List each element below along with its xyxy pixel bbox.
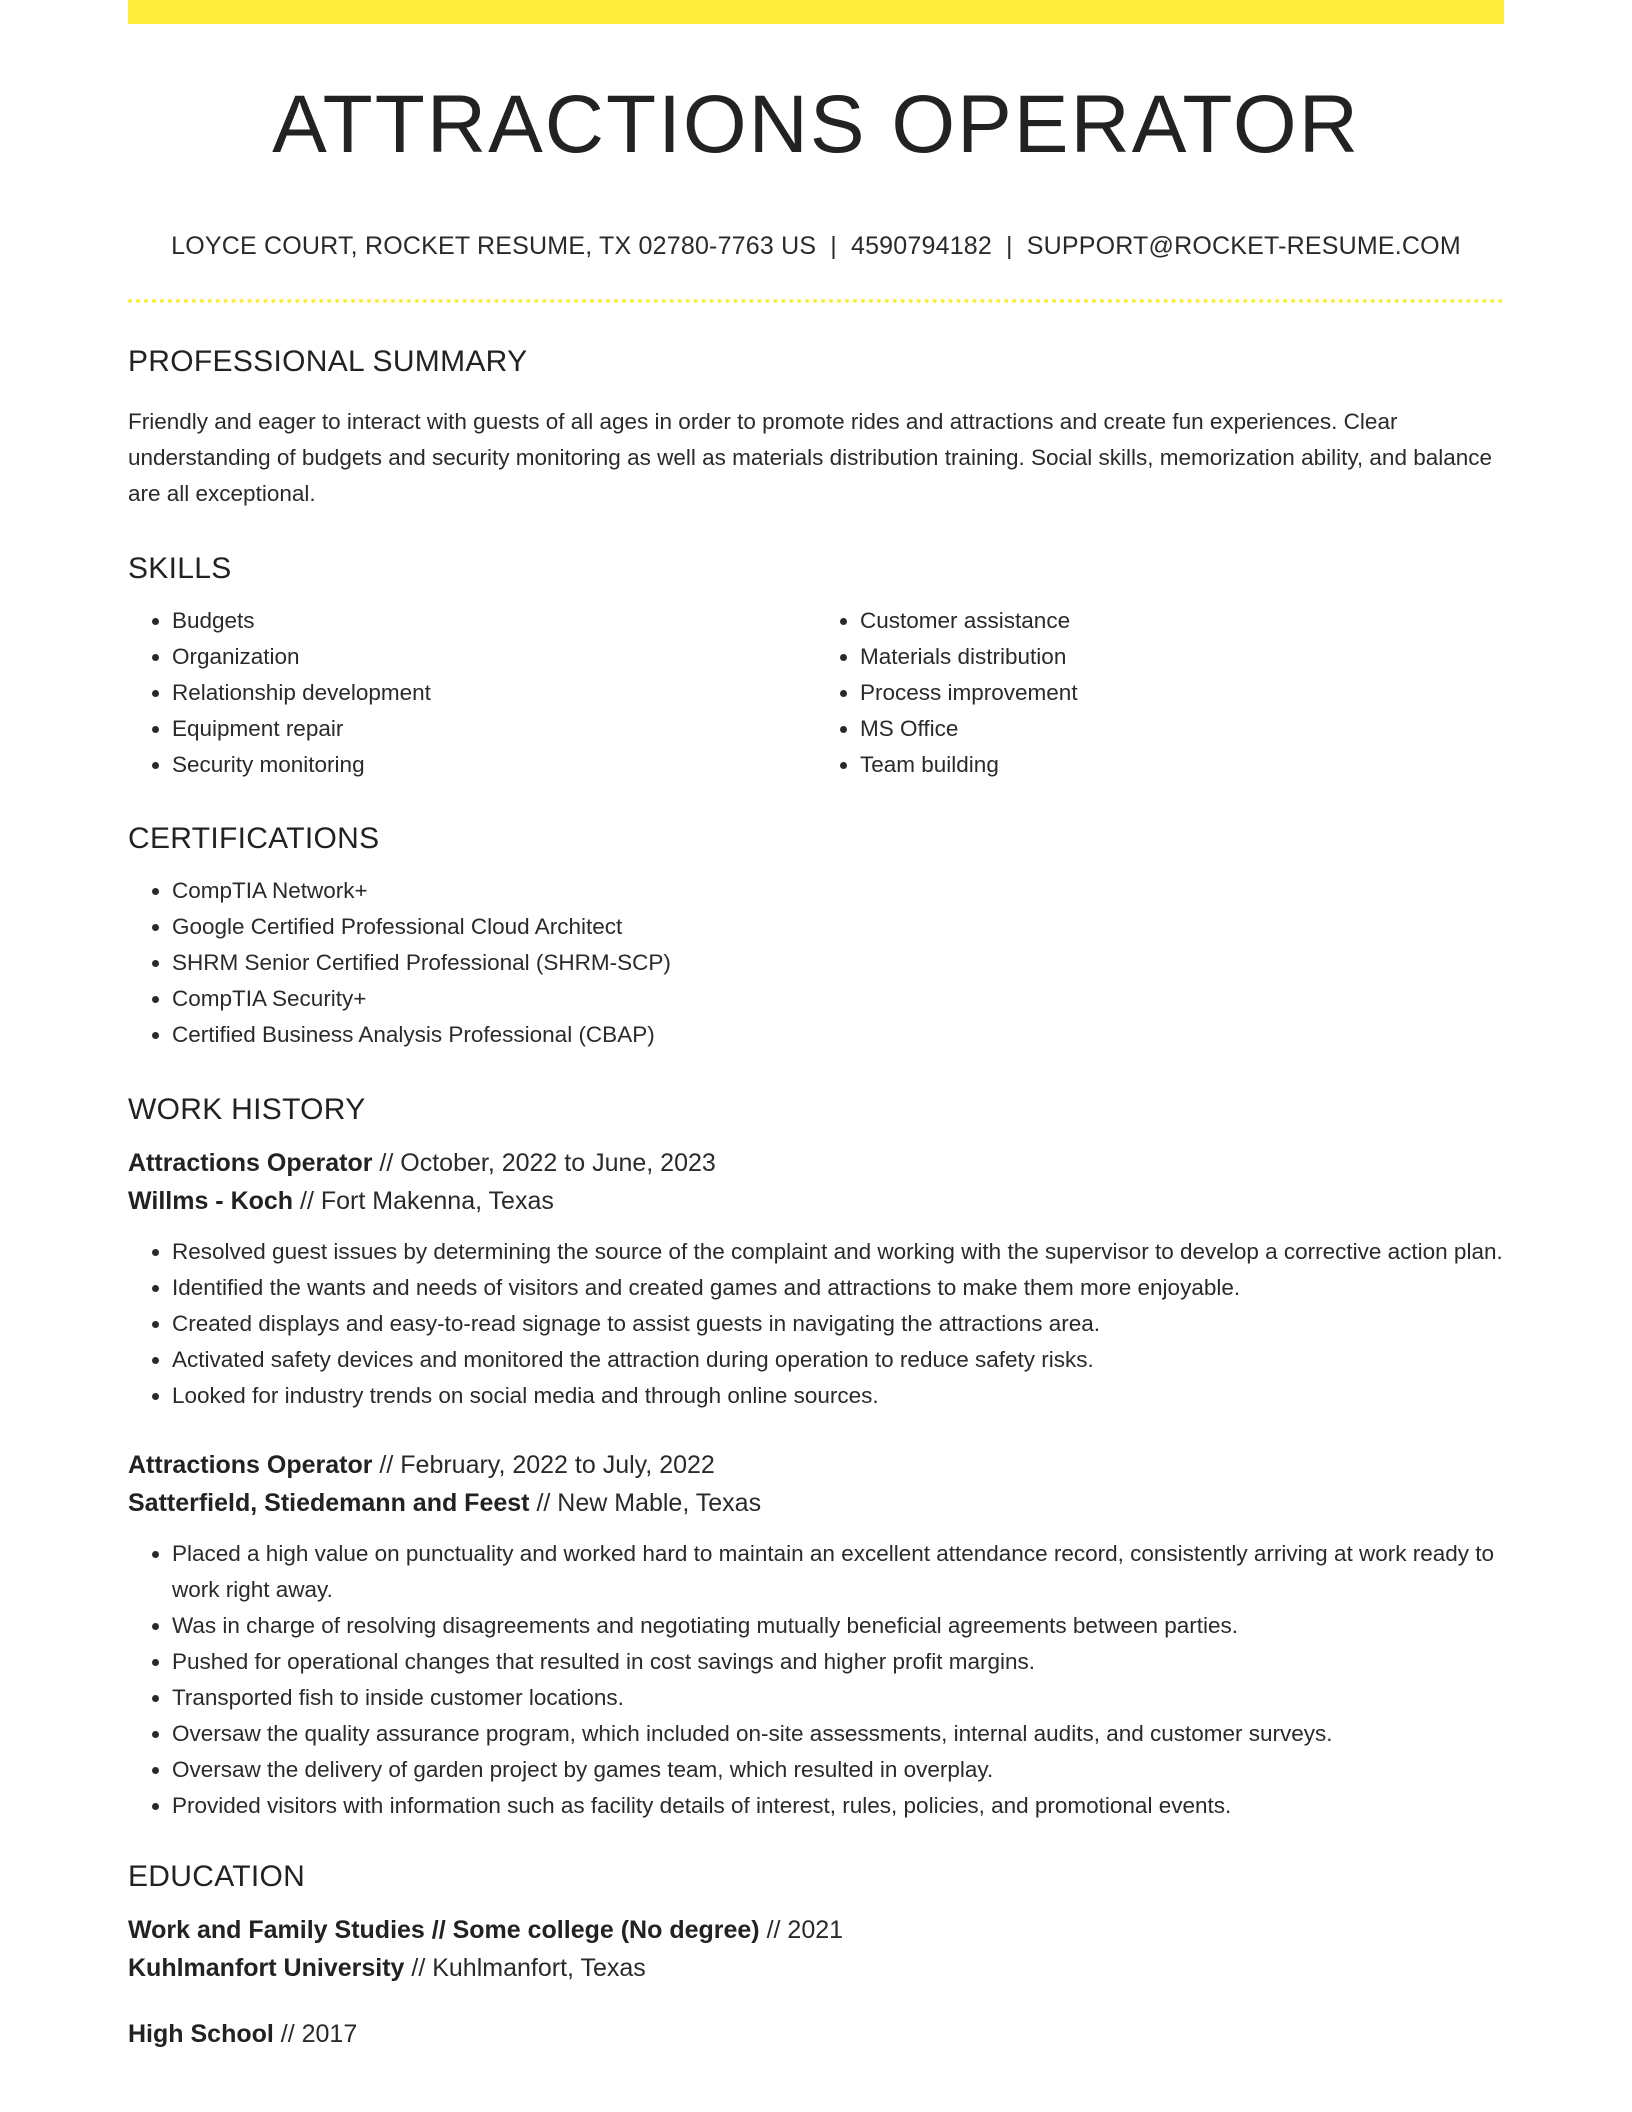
contact-line (128, 232, 1504, 261)
contact-separator: | (830, 232, 837, 260)
education-location: // Kuhlmanfort, Texas (404, 1954, 646, 1982)
job-dates: // October, 2022 to June, 2023 (372, 1149, 716, 1177)
skill-item: • Budgets (172, 603, 816, 639)
education-degree-line (128, 2015, 1504, 2053)
job-bullet: • Activated safety devices and monitored the attraction during operation to reduce safety risks. (172, 1342, 1504, 1378)
skill-item: • Organization (172, 639, 816, 675)
education-degree: Work and Family Studies // Some college (No degree) (128, 1916, 760, 1944)
skill-item: • Relationship development (172, 675, 816, 711)
job-company: Satterfield, Stiedemann and Feest (128, 1489, 530, 1517)
job-bullet: • Oversaw the delivery of garden project by games team, which resulted in overplay. (172, 1752, 1504, 1788)
job-bullet: • Looked for industry trends on social media and through online sources. (172, 1378, 1504, 1414)
education-entry (128, 1911, 1504, 1987)
education-school-line (128, 1949, 1504, 1987)
skill-item: • Team building (860, 747, 1504, 783)
job-bullets (128, 1234, 1504, 1414)
job-entry (128, 1144, 1504, 1414)
education-year: // 2017 (273, 2020, 358, 2048)
education-degree-line (128, 1911, 1504, 1949)
job-title-line (128, 1446, 1504, 1484)
certification-item: • Google Certified Professional Cloud Architect (172, 909, 1504, 945)
job-bullet: • Oversaw the quality assurance program, which included on-site assessments, internal audits, and customer surveys. (172, 1716, 1504, 1752)
job-bullet: • Created displays and easy-to-read signage to assist guests in navigating the attractions area. (172, 1306, 1504, 1342)
skill-item: • MS Office (860, 711, 1504, 747)
job-bullet: • Identified the wants and needs of visitors and created games and attractions to make them more enjoyable. (172, 1270, 1504, 1306)
resume-name: ATTRACTIONS OPERATOR (272, 79, 1360, 170)
skills-column-left (128, 603, 816, 783)
job-location: // Fort Makenna, Texas (293, 1187, 554, 1215)
job-company-line (128, 1182, 1504, 1220)
job-bullets (128, 1536, 1504, 1824)
summary-heading: PROFESSIONAL SUMMARY (128, 345, 528, 378)
job-bullet: • Provided visitors with information such as facility details of interest, rules, policies, and promotional events. (172, 1788, 1504, 1824)
job-company-line (128, 1484, 1504, 1522)
education-entry (128, 2015, 1504, 2053)
education-degree: High School (128, 2020, 274, 2048)
job-title-line (128, 1144, 1504, 1182)
skill-item: • Security monitoring (172, 747, 816, 783)
job-entry (128, 1446, 1504, 1824)
skill-item: • Customer assistance (860, 603, 1504, 639)
certification-item: • CompTIA Network+ (172, 873, 1504, 909)
dotted-divider (128, 299, 1504, 303)
job-bullet: • Pushed for operational changes that resulted in cost savings and higher profit margins. (172, 1644, 1504, 1680)
certification-item: • Certified Business Analysis Professional (CBAP) (172, 1017, 1504, 1053)
job-bullet: • Transported fish to inside customer locations. (172, 1680, 1504, 1716)
job-bullet: • Placed a high value on punctuality and worked hard to maintain an excellent attendance record, consistently arriving at work ready to work right away. (172, 1536, 1504, 1608)
skills-list (128, 603, 1504, 783)
job-role: Attractions Operator (128, 1451, 373, 1479)
skills-column-right (816, 603, 1504, 783)
education-heading: EDUCATION (128, 1860, 306, 1893)
contact-separator: | (1006, 232, 1013, 260)
skills-heading: SKILLS (128, 552, 232, 585)
education-school: Kuhlmanfort University (128, 1954, 405, 1982)
job-company: Willms - Koch (128, 1187, 294, 1215)
skill-item: • Materials distribution (860, 639, 1504, 675)
contact-email: SUPPORT@ROCKET-RESUME.COM (1026, 232, 1461, 260)
top-accent-bar (128, 0, 1504, 24)
summary-text: Friendly and eager to interact with guests of all ages in order to promote rides and attractions and create fun experiences. Clear understanding of budgets and security monitoring as well as materials distribution training. Social skills, memorization ability, and balance are all exceptional. (128, 409, 1493, 506)
job-bullet: • Was in charge of resolving disagreements and negotiating mutually beneficial agreements between parties. (172, 1608, 1504, 1644)
job-bullet: • Resolved guest issues by determining the source of the complaint and working with the supervisor to develop a corrective action plan. (172, 1234, 1504, 1270)
contact-address: LOYCE COURT, ROCKET RESUME, TX 02780-7763 US (171, 232, 817, 260)
certifications-list (128, 873, 1504, 1053)
certification-item: • CompTIA Security+ (172, 981, 1504, 1017)
job-dates: // February, 2022 to July, 2022 (372, 1451, 715, 1479)
resume-page (128, 0, 1504, 2053)
certifications-heading: CERTIFICATIONS (128, 822, 380, 855)
work-history-heading: WORK HISTORY (128, 1093, 366, 1126)
contact-phone: 4590794182 (850, 232, 993, 260)
skill-item: • Process improvement (860, 675, 1504, 711)
certification-item: • SHRM Senior Certified Professional (SHRM-SCP) (172, 945, 1504, 981)
skill-item: • Equipment repair (172, 711, 816, 747)
job-role: Attractions Operator (128, 1149, 373, 1177)
education-year: // 2021 (759, 1916, 844, 1944)
job-location: // New Mable, Texas (529, 1489, 762, 1517)
